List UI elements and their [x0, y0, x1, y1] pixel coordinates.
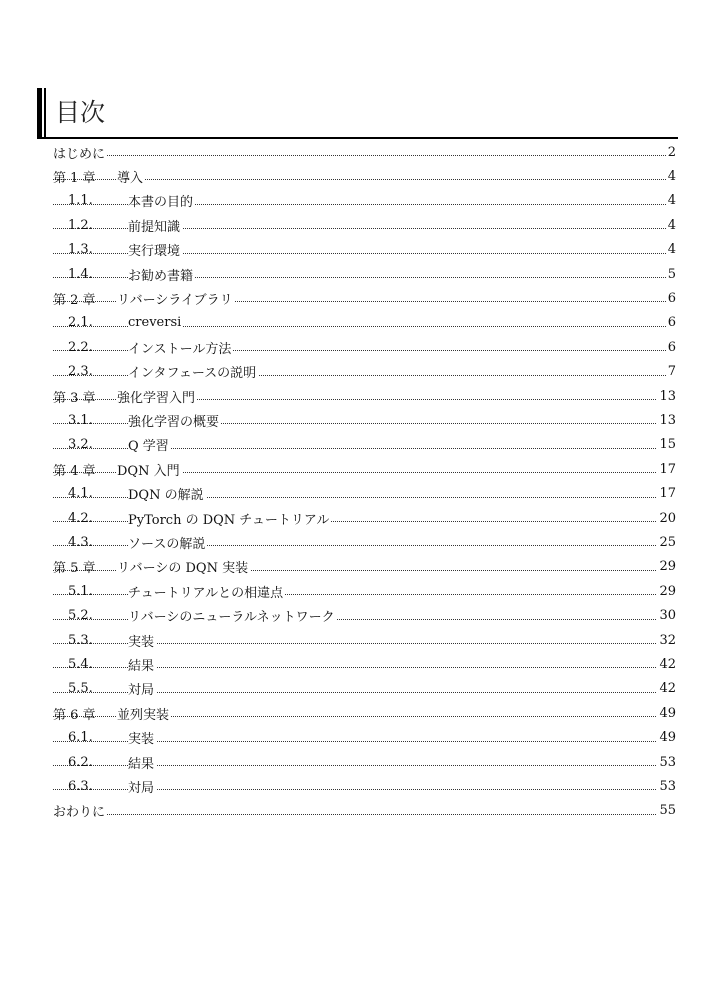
entry-number: 第 4 章: [53, 463, 96, 479]
toc-entry[interactable]: [0, 750, 676, 774]
entry-number: 5.1.: [68, 583, 93, 599]
entry-title[interactable]: creversi: [128, 315, 182, 331]
toc-entry[interactable]: [0, 408, 676, 432]
entry-title[interactable]: インストール方法: [128, 338, 233, 357]
toc-entry[interactable]: [0, 335, 676, 359]
entry-title[interactable]: お勧め書籍: [128, 265, 195, 284]
toc-entry[interactable]: [0, 604, 676, 628]
entry-title[interactable]: ソースの解説: [128, 533, 207, 552]
toc-entry[interactable]: [0, 311, 676, 335]
entry-page: 5: [667, 266, 676, 282]
entry-title[interactable]: 強化学習の概要: [128, 411, 221, 430]
entry-number: 4.2.: [68, 510, 93, 526]
entry-number: 1.4.: [68, 266, 93, 282]
entry-page: 20: [659, 510, 676, 526]
toc-entry[interactable]: [0, 262, 676, 286]
entry-number: 2.3.: [68, 364, 93, 380]
toc-entry[interactable]: [0, 799, 676, 823]
toc-entry[interactable]: [0, 726, 676, 750]
entry-title[interactable]: 結果: [128, 655, 156, 674]
entry-title[interactable]: DQN 入門: [117, 460, 182, 479]
entry-page: 4: [667, 217, 676, 233]
entry-number: 2.2.: [68, 339, 93, 355]
toc-entry[interactable]: [0, 238, 676, 262]
entry-page: 4: [667, 168, 676, 184]
entry-number: 第 6 章: [53, 707, 96, 723]
entry-number: 6.3.: [68, 778, 93, 794]
entry-title[interactable]: チュートリアルとの相違点: [128, 582, 285, 601]
entry-title[interactable]: 実装: [128, 728, 156, 747]
entry-title[interactable]: リバーシライブラリ: [117, 289, 235, 308]
entry-number: 1.2.: [68, 217, 93, 233]
entry-page: 30: [659, 608, 676, 624]
toc-entry[interactable]: [0, 433, 676, 457]
entry-title[interactable]: 結果: [128, 753, 156, 772]
entry-number: 1.3.: [68, 242, 93, 258]
entry-page: 13: [659, 388, 676, 404]
entry-title[interactable]: リバーシのニューラルネットワーク: [128, 606, 337, 625]
entry-number: 3.1.: [68, 412, 93, 428]
entry-number: 第 2 章: [53, 292, 96, 308]
toc-entry[interactable]: [0, 652, 676, 676]
entry-title[interactable]: 前提知識: [128, 216, 182, 235]
leader-dots: [53, 814, 666, 815]
entry-page: 29: [659, 559, 676, 575]
leader-dots: [53, 155, 666, 156]
toc-entry[interactable]: [0, 579, 676, 603]
toc-entry[interactable]: [0, 189, 676, 213]
entry-page: 25: [659, 534, 676, 550]
entry-page: 13: [659, 412, 676, 428]
entry-title[interactable]: PyTorch の DQN チュートリアル: [128, 509, 331, 528]
entry-number: 5.3.: [68, 632, 93, 648]
entry-page: 15: [659, 437, 676, 453]
entry-title[interactable]: Q 学習: [128, 435, 171, 454]
entry-title[interactable]: 実行環境: [128, 240, 182, 259]
entry-number: 4.3.: [68, 534, 93, 550]
toc-entry[interactable]: [0, 506, 676, 530]
toc-entry[interactable]: [0, 384, 676, 408]
entry-page: 17: [659, 461, 676, 477]
entry-number: 2.1.: [68, 315, 93, 331]
entry-page: 7: [667, 364, 676, 380]
entry-page: 42: [659, 656, 676, 672]
toc-entry[interactable]: [0, 555, 676, 579]
toc-entry[interactable]: [0, 530, 676, 554]
entry-page: 4: [667, 193, 676, 209]
toc-entry[interactable]: [0, 628, 676, 652]
entry-title[interactable]: DQN の解説: [128, 484, 206, 503]
entry-page: 53: [659, 778, 676, 794]
entry-title[interactable]: 導入: [117, 167, 145, 186]
entry-page: 42: [659, 681, 676, 697]
toc-entry[interactable]: [0, 140, 676, 164]
entry-number: 1.1.: [68, 193, 93, 209]
heading-bar: [37, 88, 42, 138]
toc-entry[interactable]: [0, 213, 676, 237]
entry-page: 32: [659, 632, 676, 648]
entry-title[interactable]: 対局: [128, 777, 156, 796]
heading-bar-thin: [44, 88, 46, 138]
entry-title[interactable]: 実装: [128, 631, 156, 650]
entry-title[interactable]: 対局: [128, 679, 156, 698]
entry-number: 3.2.: [68, 437, 93, 453]
entry-title[interactable]: 本書の目的: [128, 191, 195, 210]
toc-entry[interactable]: [0, 482, 676, 506]
entry-number: 第 1 章: [53, 170, 96, 186]
entry-number: 6.2.: [68, 754, 93, 770]
toc-entry[interactable]: [0, 457, 676, 481]
toc-entry[interactable]: [0, 677, 676, 701]
entry-page: 49: [659, 730, 676, 746]
entry-title[interactable]: おわりに: [53, 801, 107, 820]
entry-title[interactable]: 強化学習入門: [117, 387, 197, 406]
entry-number: 5.4.: [68, 656, 93, 672]
toc-entry[interactable]: [0, 701, 676, 725]
toc-entry[interactable]: [0, 774, 676, 798]
toc-entry[interactable]: [0, 286, 676, 310]
entry-number: 5.5.: [68, 681, 93, 697]
page-title: 目次: [55, 98, 106, 127]
entry-page: 2: [667, 144, 676, 160]
entry-page: 17: [659, 486, 676, 502]
entry-number: 5.2.: [68, 608, 93, 624]
entry-page: 6: [667, 290, 676, 306]
entry-number: 4.1.: [68, 486, 93, 502]
entry-page: 29: [659, 583, 676, 599]
entry-page: 55: [659, 803, 676, 819]
entry-number: 第 5 章: [53, 561, 96, 577]
heading-rule: [37, 137, 678, 139]
entry-page: 53: [659, 754, 676, 770]
entry-title[interactable]: 並列実装: [117, 704, 171, 723]
entry-title[interactable]: インタフェースの説明: [128, 362, 258, 381]
entry-title[interactable]: はじめに: [53, 143, 107, 162]
entry-page: 49: [659, 705, 676, 721]
entry-page: 6: [667, 339, 676, 355]
toc-entry[interactable]: [0, 164, 676, 188]
entry-page: 4: [667, 242, 676, 258]
entry-number: 6.1.: [68, 730, 93, 746]
toc-entry[interactable]: [0, 360, 676, 384]
entry-page: 6: [667, 315, 676, 331]
entry-title[interactable]: リバーシの DQN 実装: [117, 557, 250, 576]
entry-number: 第 3 章: [53, 390, 96, 406]
